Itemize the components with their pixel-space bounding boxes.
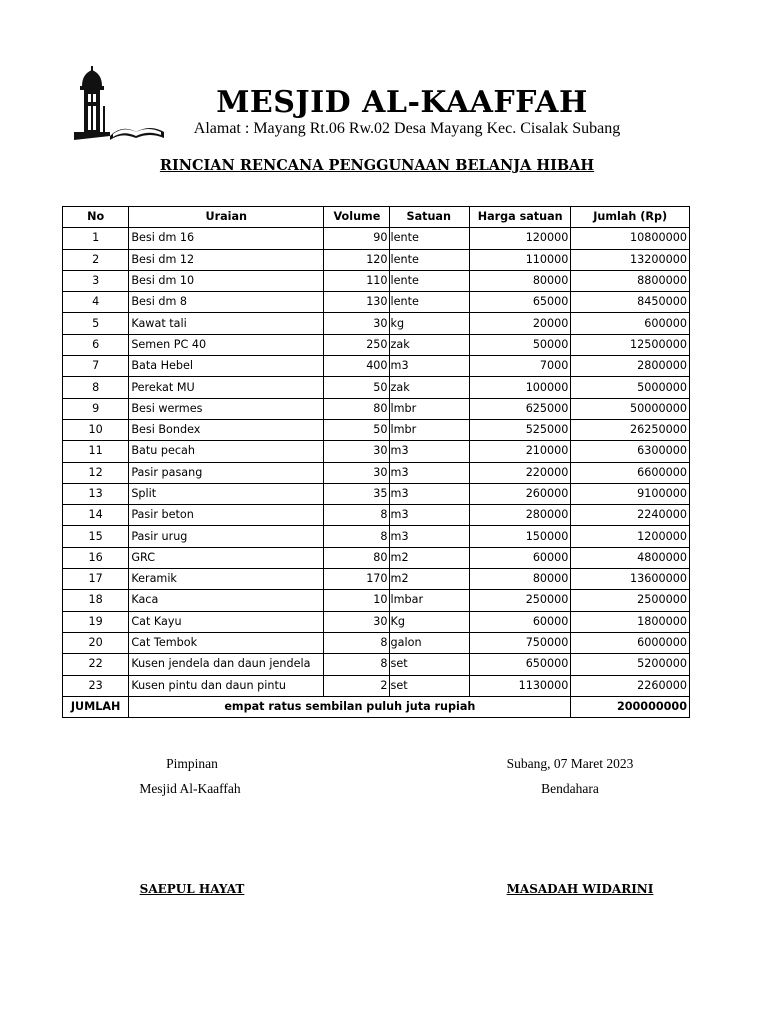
row-jumlah: 5200000 [571,654,690,675]
row-volume: 80 [324,398,389,419]
table-row [63,334,690,355]
row-volume: 8 [324,654,389,675]
row-volume: 30 [324,462,389,483]
col-header-no: No [63,207,129,228]
total-label: JUMLAH [63,696,129,717]
mosque-logo-icon [74,66,166,140]
row-volume: 50 [324,377,389,398]
table-row [63,632,690,653]
row-satuan: m2 [389,569,469,590]
row-jumlah: 6300000 [571,441,690,462]
row-volume: 30 [324,313,389,334]
row-volume: 8 [324,526,389,547]
left-signatory-name: SAEPUL HAYAT [139,882,245,896]
row-satuan: kg [389,313,469,334]
row-uraian: Split [129,483,324,504]
row-satuan: m3 [389,462,469,483]
row-no: 1 [63,228,129,249]
row-no: 23 [63,675,129,696]
total-row [63,696,690,717]
col-header-satuan: Satuan [389,207,469,228]
row-harga-satuan: 60000 [469,611,570,632]
row-uraian: Pasir pasang [129,462,324,483]
col-header-jumlah: Jumlah (Rp) [571,207,690,228]
row-harga-satuan: 210000 [469,441,570,462]
row-no: 5 [63,313,129,334]
row-jumlah: 6600000 [571,462,690,483]
right-signatory-name: MASADAH WIDARINI [506,882,654,896]
row-jumlah: 2500000 [571,590,690,611]
row-no: 10 [63,419,129,440]
row-no: 17 [63,569,129,590]
row-jumlah: 26250000 [571,419,690,440]
total-in-words: empat ratus sembilan puluh juta rupiah [129,696,571,717]
address-line: Alamat : Mayang Rt.06 Rw.02 Desa Mayang Kec. Cisalak Subang [193,120,621,137]
row-volume: 30 [324,611,389,632]
row-no: 13 [63,483,129,504]
row-no: 2 [63,249,129,270]
table-row [63,505,690,526]
total-amount: 200000000 [571,696,690,717]
row-volume: 80 [324,547,389,568]
row-jumlah: 2240000 [571,505,690,526]
row-harga-satuan: 280000 [469,505,570,526]
row-volume: 8 [324,505,389,526]
table-row [63,228,690,249]
row-no: 7 [63,356,129,377]
row-volume: 170 [324,569,389,590]
document-title: RINCIAN RENCANA PENGGUNAAN BELANJA HIBAH [159,157,595,174]
row-harga-satuan: 650000 [469,654,570,675]
row-no: 11 [63,441,129,462]
row-satuan: zak [389,377,469,398]
table-row [63,441,690,462]
row-satuan: galon [389,632,469,653]
row-uraian: Besi dm 12 [129,249,324,270]
row-uraian: Cat Tembok [129,632,324,653]
row-jumlah: 1200000 [571,526,690,547]
table-row [63,590,690,611]
table-row [63,526,690,547]
row-no: 3 [63,270,129,291]
row-satuan: lente [389,270,469,291]
row-harga-satuan: 525000 [469,419,570,440]
row-harga-satuan: 65000 [469,292,570,313]
row-volume: 35 [324,483,389,504]
row-harga-satuan: 120000 [469,228,570,249]
row-uraian: Besi dm 16 [129,228,324,249]
row-uraian: Besi wermes [129,398,324,419]
row-satuan: lmbr [389,419,469,440]
row-satuan: m2 [389,547,469,568]
table-row [63,569,690,590]
row-harga-satuan: 1130000 [469,675,570,696]
row-jumlah: 13600000 [571,569,690,590]
row-no: 14 [63,505,129,526]
row-satuan: lmbar [389,590,469,611]
row-no: 6 [63,334,129,355]
row-uraian: Kusen jendela dan daun jendela [129,654,324,675]
table-row [63,292,690,313]
table-row [63,462,690,483]
row-harga-satuan: 80000 [469,569,570,590]
row-jumlah: 50000000 [571,398,690,419]
row-volume: 90 [324,228,389,249]
row-harga-satuan: 260000 [469,483,570,504]
row-satuan: lmbr [389,398,469,419]
right-signatory-role: Bendahara [541,781,599,796]
row-jumlah: 6000000 [571,632,690,653]
row-uraian: Besi dm 10 [129,270,324,291]
row-harga-satuan: 20000 [469,313,570,334]
row-no: 15 [63,526,129,547]
row-harga-satuan: 100000 [469,377,570,398]
col-header-volume: Volume [324,207,389,228]
row-jumlah: 600000 [571,313,690,334]
row-harga-satuan: 250000 [469,590,570,611]
row-satuan: lente [389,292,469,313]
mosque-title: MESJID AL-KAAFFAH [216,85,588,120]
row-harga-satuan: 750000 [469,632,570,653]
row-uraian: Cat Kayu [129,611,324,632]
row-satuan: zak [389,334,469,355]
row-jumlah: 9100000 [571,483,690,504]
row-jumlah: 2800000 [571,356,690,377]
row-no: 18 [63,590,129,611]
row-uraian: Kaca [129,590,324,611]
row-volume: 30 [324,441,389,462]
table-row [63,675,690,696]
signing-date: Subang, 07 Maret 2023 [506,756,634,771]
row-no: 19 [63,611,129,632]
row-uraian: Pasir urug [129,526,324,547]
row-uraian: Kusen pintu dan daun pintu [129,675,324,696]
row-no: 4 [63,292,129,313]
row-satuan: Kg [389,611,469,632]
row-satuan: m3 [389,505,469,526]
row-jumlah: 4800000 [571,547,690,568]
row-no: 12 [63,462,129,483]
row-jumlah: 13200000 [571,249,690,270]
row-uraian: Keramik [129,569,324,590]
row-harga-satuan: 80000 [469,270,570,291]
table-row [63,419,690,440]
table-row [63,611,690,632]
col-header-harga-satuan: Harga satuan [469,207,570,228]
row-no: 16 [63,547,129,568]
table-row [63,270,690,291]
row-satuan: set [389,675,469,696]
row-jumlah: 2260000 [571,675,690,696]
left-signatory-role: Pimpinan [166,756,218,771]
row-volume: 250 [324,334,389,355]
row-harga-satuan: 220000 [469,462,570,483]
row-volume: 10 [324,590,389,611]
row-jumlah: 1800000 [571,611,690,632]
row-uraian: Besi dm 8 [129,292,324,313]
table-row [63,356,690,377]
table-row [63,547,690,568]
row-uraian: Semen PC 40 [129,334,324,355]
row-satuan: m3 [389,526,469,547]
row-no: 9 [63,398,129,419]
row-satuan: lente [389,228,469,249]
row-volume: 130 [324,292,389,313]
col-header-uraian: Uraian [129,207,324,228]
row-jumlah: 8450000 [571,292,690,313]
row-no: 8 [63,377,129,398]
row-harga-satuan: 150000 [469,526,570,547]
table-row [63,377,690,398]
row-uraian: GRC [129,547,324,568]
row-harga-satuan: 60000 [469,547,570,568]
budget-table [62,206,690,718]
row-uraian: Perekat MU [129,377,324,398]
row-volume: 50 [324,419,389,440]
table-row [63,398,690,419]
row-satuan: lente [389,249,469,270]
row-harga-satuan: 625000 [469,398,570,419]
row-harga-satuan: 50000 [469,334,570,355]
row-volume: 2 [324,675,389,696]
row-jumlah: 8800000 [571,270,690,291]
row-jumlah: 10800000 [571,228,690,249]
row-volume: 400 [324,356,389,377]
row-jumlah: 12500000 [571,334,690,355]
row-satuan: m3 [389,356,469,377]
row-uraian: Batu pecah [129,441,324,462]
row-uraian: Bata Hebel [129,356,324,377]
left-signatory-org: Mesjid Al-Kaaffah [139,781,241,796]
table-row [63,249,690,270]
row-volume: 110 [324,270,389,291]
table-row [63,313,690,334]
row-uraian: Kawat tali [129,313,324,334]
row-jumlah: 5000000 [571,377,690,398]
row-volume: 8 [324,632,389,653]
table-row [63,654,690,675]
row-harga-satuan: 7000 [469,356,570,377]
row-uraian: Besi Bondex [129,419,324,440]
row-volume: 120 [324,249,389,270]
row-no: 22 [63,654,129,675]
row-satuan: set [389,654,469,675]
row-harga-satuan: 110000 [469,249,570,270]
table-row [63,483,690,504]
row-no: 20 [63,632,129,653]
row-satuan: m3 [389,483,469,504]
row-satuan: m3 [389,441,469,462]
table-header-row [63,207,690,228]
row-uraian: Pasir beton [129,505,324,526]
